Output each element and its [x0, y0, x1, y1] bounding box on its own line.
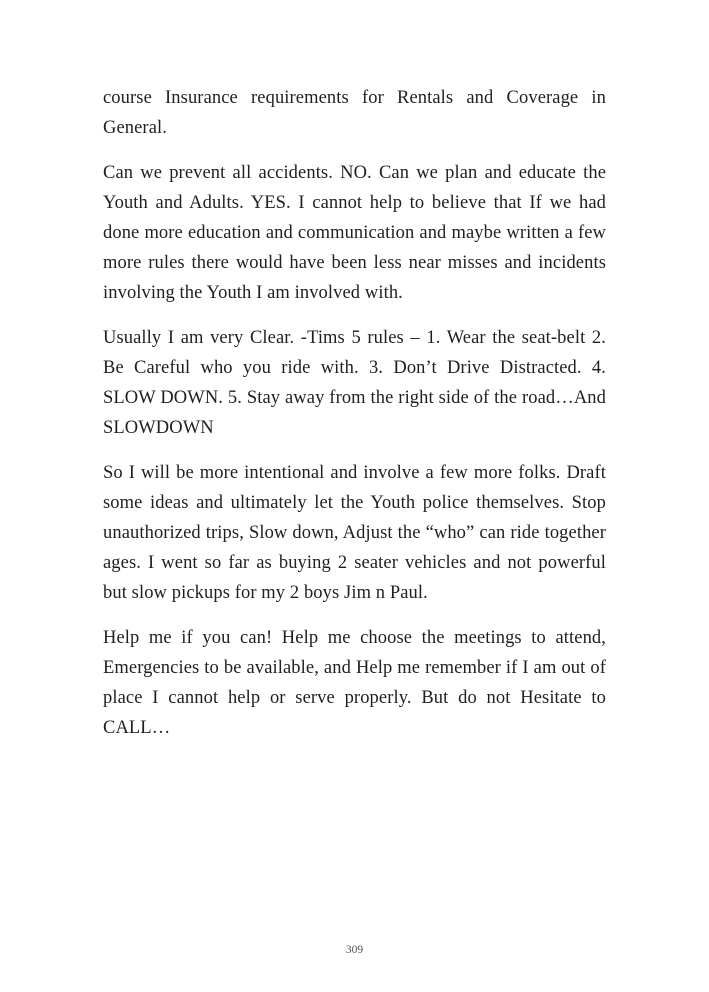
- paragraph-help-me: Help me if you can! Help me choose the meetings to attend, Emergencies to be available, and Help me remember if I am out of place I cannot help or serve properly. But do not Hesitate to CALL…: [103, 628, 606, 738]
- page-number: 309: [345, 944, 364, 956]
- paragraph-prevent-accidents: Can we prevent all accidents. NO. Can we plan and educate the Youth and Adults. YES. I cannot help to believe that If we had done more education and communication and maybe written a few more rules there would have been less near misses and incidents involving the Youth I am involved with.: [103, 163, 606, 303]
- paragraph-insurance: course Insurance requirements for Rentals and Coverage in General.: [103, 88, 606, 138]
- page-body-text: [103, 83, 606, 758]
- paragraph-more-intentional: So I will be more intentional and involve a few more folks. Draft some ideas and ultimately let the Youth police themselves. Stop unauthorized trips, Slow down, Adjust the “who” can ride together ages. I went so far as buying 2 seater vehicles and not powerful but slow pickups for my 2 boys Jim n Paul.: [103, 463, 606, 603]
- paragraph-tims-5-rules: Usually I am very Clear. -Tims 5 rules – 1. Wear the seat-belt 2. Be Careful who you ride with. 3. Don’t Drive Distracted. 4. SLOW DOWN. 5. Stay away from the right side of the road…And SLOWDOWN: [103, 328, 606, 438]
